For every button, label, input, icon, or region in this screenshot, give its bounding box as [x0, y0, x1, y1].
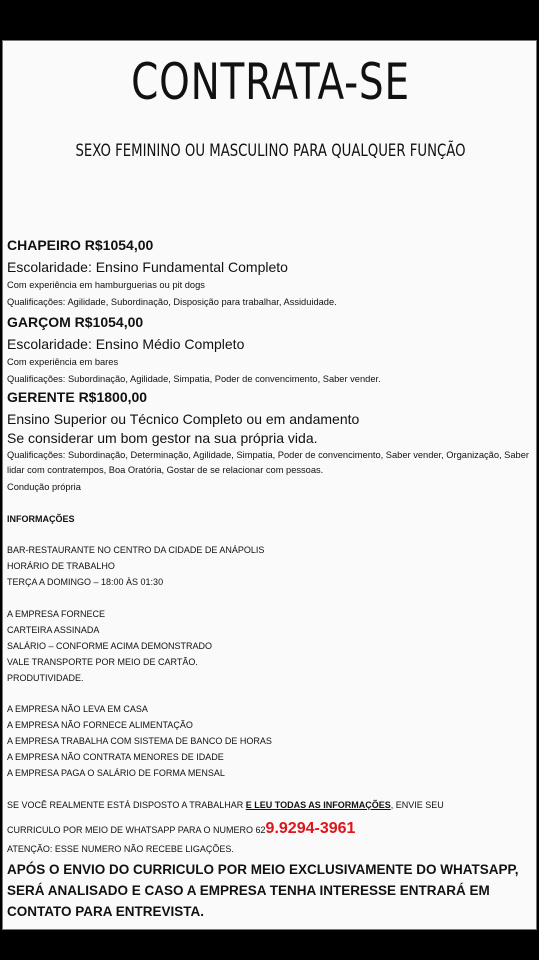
job-title-garcom: GARÇOM R$1054,00: [7, 314, 144, 330]
flyer-title: CONTRATA-SE: [131, 53, 410, 111]
info-line: A EMPRESA NÃO LEVA EM CASA: [7, 704, 148, 714]
job-education: Escolaridade: Ensino Fundamental Completo: [7, 259, 288, 275]
apply-final-notice: APÓS O ENVIO DO CURRICULO POR MEIO EXCLUSIVAMENTE DO WHATSAPP, SERÁ ANALISADO E CASO A EMPRESA TENHA INTERESSE ENTRARÁ EM CONTATO PARA ENTREVISTA.: [7, 862, 519, 919]
job-qualifications: Qualificações: Subordinação, Agilidade, Simpatia, Poder de convencimento, Saber vender.: [7, 374, 381, 384]
info-line: A EMPRESA NÃO CONTRATA MENORES DE IDADE: [7, 752, 224, 762]
whatsapp-phone-number: 9.9294-3961: [265, 820, 356, 837]
job-education: Escolaridade: Ensino Médio Completo: [7, 336, 245, 352]
job-title-chapeiro: CHAPEIRO R$1054,00: [7, 237, 154, 253]
info-line: VALE TRANSPORTE POR MEIO DE CARTÃO.: [7, 657, 198, 667]
info-line: SALÁRIO – CONFORME ACIMA DEMONSTRADO: [7, 641, 213, 651]
info-line: A EMPRESA TRABALHA COM SISTEMA DE BANCO DE HORAS: [7, 736, 272, 746]
job-title-gerente: GERENTE R$1800,00: [7, 389, 148, 405]
job-qualifications: Qualificações: Subordinação, Determinação, Agilidade, Simpatia, Poder de convencimento, Saber vender, Organização, Saber lidar com contratempos, Boa Oratória, Gostar de se relacionar com pessoas.: [7, 450, 529, 475]
job-experience: Com experiência em hamburguerias ou pit dogs: [7, 280, 205, 290]
apply-emphasis: E LEU TODAS AS INFORMAÇÕES: [245, 800, 391, 810]
info-line: TERÇA A DOMINGO – 18:00 ÀS 01:30: [7, 577, 164, 587]
info-line: BAR-RESTAURANTE NO CENTRO DA CIDADE DE ANÁPOLIS: [7, 545, 265, 555]
job-extra: Condução própria: [7, 482, 81, 492]
info-line: CARTEIRA ASSINADA: [7, 625, 100, 635]
apply-warning: ATENÇÃO: ESSE NUMERO NÃO RECEBE LIGAÇÕES.: [7, 844, 234, 854]
info-line: A EMPRESA PAGA O SALÁRIO DE FORMA MENSAL: [7, 768, 225, 778]
info-line: HORÁRIO DE TRABALHO: [7, 561, 115, 571]
info-line: PRODUTIVIDADE.: [7, 673, 84, 683]
apply-whatsapp-line: CURRICULO POR MEIO DE WHATSAPP PARA O NUMERO 629.9294-3961: [7, 820, 356, 837]
job-flyer: [2, 40, 537, 930]
job-education-note: Se considerar um bom gestor na sua própria vida.: [7, 430, 318, 446]
info-heading: INFORMAÇÕES: [7, 514, 75, 524]
job-education: Ensino Superior ou Técnico Completo ou em andamento: [7, 411, 360, 427]
flyer-subtitle: SEXO FEMININO OU MASCULINO PARA QUALQUER FUNÇÃO: [75, 141, 466, 161]
job-experience: Com experiência em bares: [7, 357, 119, 367]
info-line: A EMPRESA NÃO FORNECE ALIMENTAÇÃO: [7, 720, 193, 730]
info-line: A EMPRESA FORNECE: [7, 609, 106, 619]
job-qualifications: Qualificações: Agilidade, Subordinação, Disposição para trabalhar, Assiduidade.: [7, 297, 337, 307]
apply-instructions: SE VOCÊ REALMENTE ESTÁ DISPOSTO A TRABALHAR E LEU TODAS AS INFORMAÇÕES, ENVIE SEU: [7, 800, 444, 810]
